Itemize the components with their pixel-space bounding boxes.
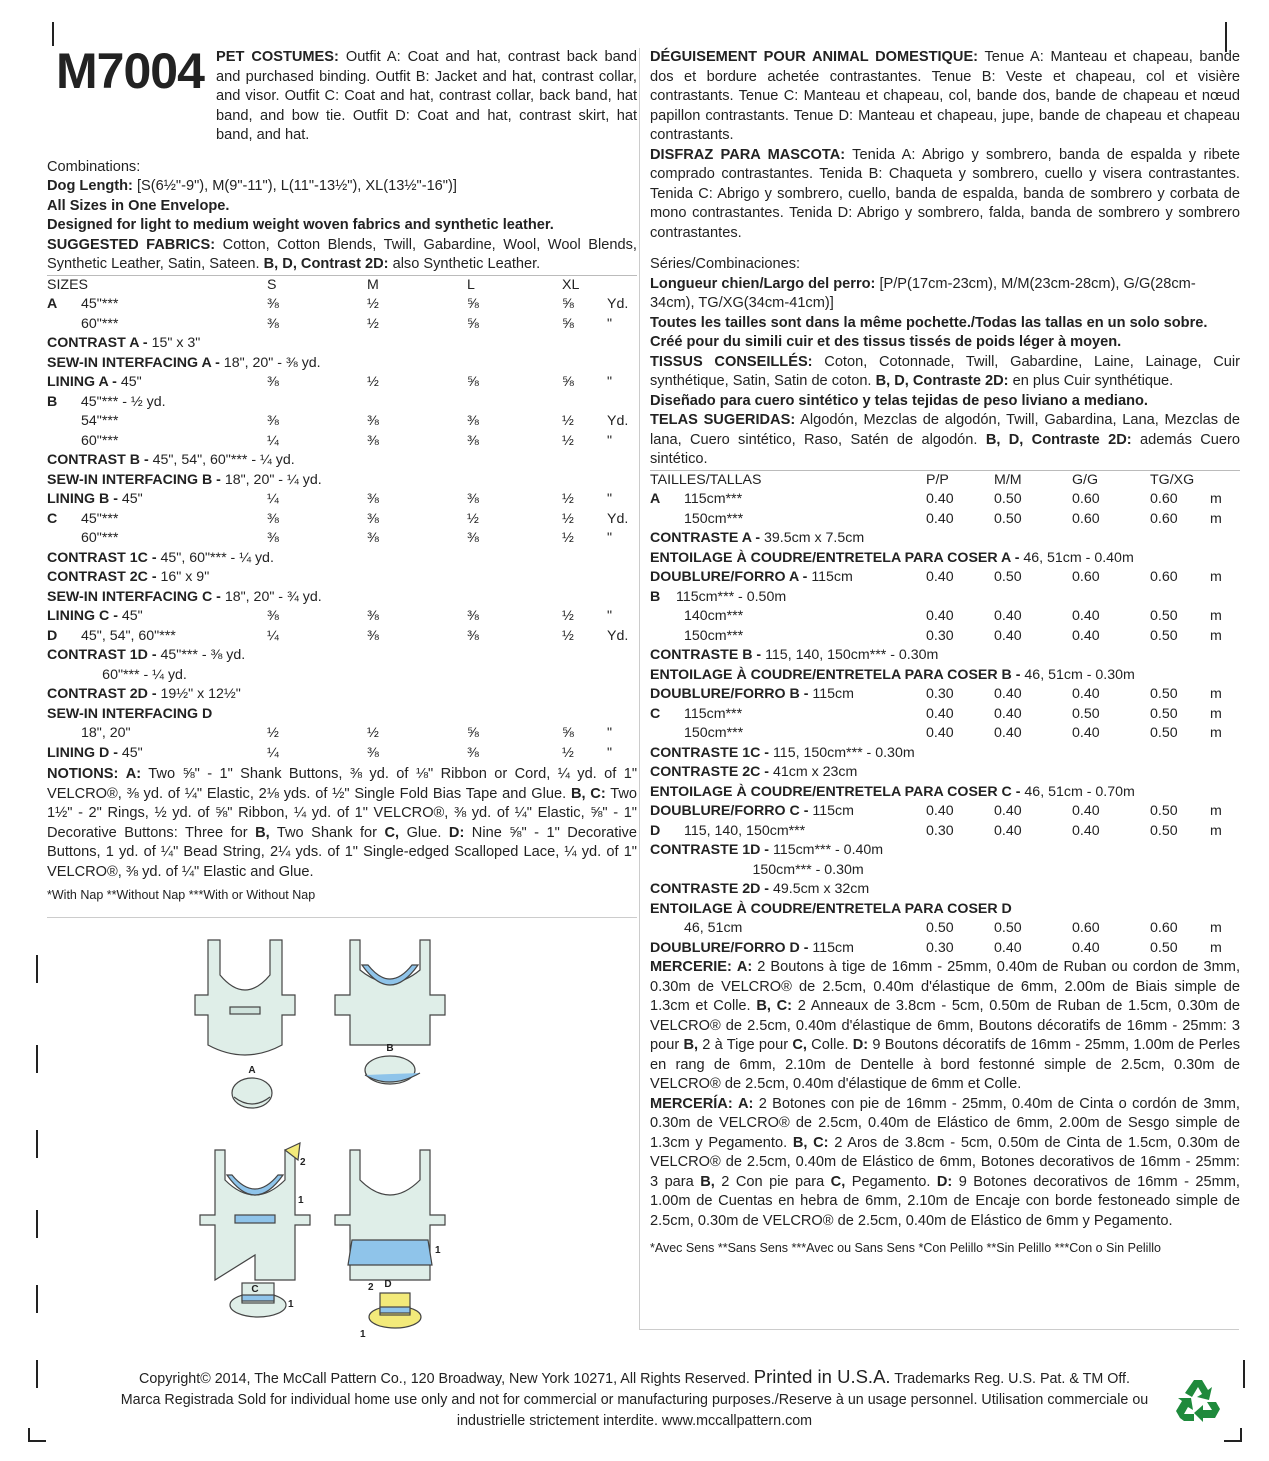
column-header: M [367, 276, 379, 293]
table-row: CONTRASTE B - 115, 140, 150cm*** - 0.30m [650, 647, 939, 663]
dog-length: Dog Length: [S(6½"-9"), M(9"-11"), L(11"-13½"), XL(13½"-16")] [47, 178, 457, 194]
copyright-line: Copyright© 2014, The McCall Pattern Co., 120 Broadway, New York 10271, All Rights Reserved. Printed in U.S.A. Trademarks Reg. U.S. Pat. & TM Off. [139, 1366, 1130, 1387]
outfit-a-coat [195, 940, 295, 1055]
table-row: 150cm*** 0.30 0.40 0.40 0.50 m [684, 627, 1222, 644]
dog-length-fr: Longueur chien/Largo del perro: [P/P(17cm-23cm), M/M(23cm-28cm), G/G(28cm-34cm), TG/XG(34cm-41cm)] [650, 275, 1196, 311]
column-header: XL [562, 276, 580, 293]
table-row: CONTRAST A - 15" x 3" [47, 335, 201, 351]
table-row: CONTRAST 2C - 16" x 9" [47, 569, 210, 585]
column-header: G/G [1072, 471, 1099, 488]
label-a: A [248, 1065, 256, 1076]
callout-1-hat: 1 [288, 1299, 294, 1310]
table-row: SEW-IN INTERFACING B - 18", 20" - ¼ yd. [47, 471, 322, 488]
designed-for: Designed for light to medium weight woven fabrics and synthetic leather. [47, 217, 554, 233]
table-header [47, 275, 637, 295]
merceria: MERCERÍA: A: 2 Botones con pie de 16mm - 25mm, 0.40m de Cinta o cordón de 3mm, 0.30m de VELCRO® de 2.5cm, 0.40m de Elástico de 6mm, 2.00m de Sesgo simple de 1.3cm y Pegamento. B, C: 2 Aros de 3.8cm - 5cm, 0.50m de Cinta de 1.5cm, 0.30m de VELCRO® de 2.5cm, 0.40m de Elástico de 6mm, Botones decorativos de 16mm - 25mm: 3 para B, 2 Con pie para C, Pegamento. D: 9 Botones decorativos de 16mm - 25mm, 1.00m de Cuentas en hebra de 6mm, 2.10m de Encaje con borde festoneado simple de 2.5cm, 0.30m de VELCRO® de 2.5cm, 0.40m de Elástico de 6mm y Pegamento. [650, 1095, 1240, 1229]
outfit-a-back-band [230, 1007, 260, 1014]
fabrics-es: TELAS SUGERIDAS: Algodón, Mezclas de algodón, Twill, Gabardina, Lana, Mezclas de lana, Cuero sintético, Raso, Satén de algodón. B, D, Contraste 2D: además Cuero sintético. [650, 412, 1241, 467]
column-header [607, 275, 637, 295]
nap-footnote: *With Nap **Without Nap ***With or Without Nap [47, 888, 316, 902]
column-header: S [267, 276, 277, 293]
outfit-d-skirt [348, 1240, 432, 1265]
column-header: L [467, 276, 475, 293]
intro-paragraph [216, 48, 637, 146]
table-row: D 45", 54", 60"*** ¼ ⅜ ⅜ ½ Yd. [47, 627, 629, 644]
table-row: SEW-IN INTERFACING C - 18", 20" - ¾ yd. [47, 588, 322, 605]
label-c: C [251, 1284, 259, 1295]
table-row: LINING A - 45" ⅜ ½ ⅝ ⅝ " [47, 374, 613, 390]
designed-es: Diseñado para cuero sintético y telas tejidas de peso liviano a mediano. [650, 392, 1148, 409]
table-row: DOUBLURE/FORRO C - 115cm 0.40 0.40 0.40 0.50 m [650, 803, 1222, 819]
table-row: LINING D - 45" ¼ ⅜ ⅜ ½ " [47, 744, 613, 761]
table-row: CONTRASTE 1C - 115, 150cm*** - 0.30m [650, 744, 915, 761]
table-row: CONTRASTE 2D - 49.5cm x 32cm [650, 881, 870, 897]
table-row: DOUBLURE/FORRO A - 115cm 0.40 0.50 0.60 0.60 m [650, 569, 1222, 585]
table-row: A 45"*** ⅜ ½ ⅝ ⅝ Yd. [47, 296, 629, 312]
table-row: CONTRAST 1D - 45"*** - ⅜ yd. [47, 647, 246, 663]
callout-1: 1 [298, 1195, 304, 1206]
table-row: SEW-IN INTERFACING D [47, 705, 213, 722]
all-sizes-fr: Toutes les tailles sont dans la même pochette./Todas las tallas en un solo sobre. [650, 314, 1208, 331]
table-row: 150cm*** - 0.30m [650, 861, 864, 878]
table-row: 60"*** ⅜ ⅜ ⅜ ½ " [81, 530, 613, 546]
es-intro: DISFRAZ PARA MASCOTA: Tenida A: Abrigo y sombrero, banda de espalda y ribete comprado contrastantes. Tenida B: Chaqueta y sombrero, cuello y visera contrastantes. Tenida C: Abrigo y sombrero, cuello, banda de espalda, banda de sombrero y corbata de mono contrastantes. Tenida D: Abrigo y sombrero, falda, banda de sombrero y sombrero contrastantes. [650, 146, 1240, 241]
sens-footnote: *Avec Sens **Sans Sens ***Avec ou Sans Sens *Con Pelillo **Sin Pelillo ***Con o Sin Pelillo [650, 1241, 1161, 1255]
table-row: 150cm*** 0.40 0.40 0.40 0.50 m [684, 725, 1222, 741]
table-row: CONTRAST B - 45", 54", 60"*** - ¼ yd. [47, 452, 295, 468]
table-row: 54"*** ⅜ ⅜ ⅜ ½ Yd. [81, 413, 629, 429]
column-header: TG/XG [1150, 471, 1195, 488]
column-header: TAILLES/TALLAS [650, 471, 762, 488]
intro-text: Outfit A: Coat and hat, contrast back band and purchased binding. Outfit B: Jacket and hat, contrast collar, and visor. Outfit C: Coat and hat, contrast collar, back band, hat band, and bow tie. Outfit D: Coat and hat, contrast skirt, hat band, and hat. [216, 49, 638, 143]
column-header: SIZES [47, 276, 88, 293]
table-row: 140cm*** 0.40 0.40 0.40 0.50 m [684, 608, 1222, 624]
table-row: 150cm*** 0.40 0.50 0.60 0.60 m [684, 510, 1222, 527]
suggested-fabrics: SUGGESTED FABRICS: Cotton, Cotton Blends, Twill, Gabardine, Wool, Wool Blends, Synthetic Leather, Satin, Sateen. B, D, Contrast 2D: also Synthetic Leather. [47, 236, 637, 272]
fr-intro: DÉGUISEMENT POUR ANIMAL DOMESTIQUE: Tenue A: Manteau et chapeau, bande dos et bordure achetée contrastantes. Tenue B: Veste et chapeau, col et visière contrastants. Tenue C: Manteau et chapeau, col, bande dos, bande de chapeau et nœud papillon contrastants. Tenue D: Manteau et chapeau, jupe, bande de chapeau et chapeau contrastants. [650, 49, 1241, 143]
french-spanish-column [650, 48, 1240, 1259]
registration-mark [36, 955, 38, 983]
mercerie: MERCERIE: A: 2 Boutons à tige de 16mm - 25mm, 0.40m de Ruban ou cordon de 3mm, 0.30m de VELCRO® de 2.5cm, 0.40m d'élastique de 6mm, 2.00m de Biais simple de 1.3cm et Colle. B, C: 2 Anneaux de 3.8cm - 5cm, 0.50m de Ruban de 1.5cm, 0.30m de VELCRO® de 2.5cm, 0.40m d'élastique de 6mm, Boutons décoratifs de 16mm - 25mm: 3 pour B, 2 à Tige pour C, Colle. D: 9 Boutons décoratifs de 16mm - 25mm, 1.00m de Perles en rang de 6mm, 2.10m de Dentelle à bord festonné simple de 2.5cm, 0.30m de VELCRO® de 2.5cm, 0.40m d'élastique de 6mm et Colle. [650, 959, 1240, 1092]
table-row: CONTRASTE 1D - 115cm*** - 0.40m [650, 842, 884, 858]
table-row: D 115, 140, 150cm*** 0.30 0.40 0.40 0.50 m [650, 822, 1222, 839]
column-header: M/M [994, 471, 1022, 488]
table-row: 60"*** ¼ ⅜ ⅜ ½ " [81, 432, 613, 449]
registration-mark [36, 1045, 38, 1073]
label-d: D [384, 1279, 392, 1290]
metric-table [650, 470, 1240, 959]
table-row: CONTRAST 2D - 19½" x 12½" [47, 686, 241, 702]
column-divider [639, 48, 640, 1330]
table-row: B 115cm*** - 0.50m [650, 588, 787, 605]
callout-2-hat: 2 [368, 1282, 374, 1293]
table-row: CONTRASTE 2C - 41cm x 23cm [650, 764, 858, 780]
english-column [47, 43, 638, 906]
table-row: LINING C - 45" ⅜ ⅜ ⅜ ½ " [47, 608, 613, 624]
bottom-divider [639, 1329, 1239, 1330]
table-row: 46, 51cm 0.50 0.50 0.60 0.60 m [684, 920, 1222, 936]
column-header [1210, 470, 1240, 490]
fabrics-fr: TISSUS CONSEILLÉS: Coton, Cotonnade, Twill, Gabardine, Laine, Lainage, Cuir synthétique, Satin, Satin de coton. B, D, Contraste 2D: en plus Cuir synthétique. [650, 353, 1240, 389]
table-row: ENTOILAGE À COUDRE/ENTRETELA PARA COSER D [650, 900, 1012, 917]
intro-title: PET COSTUMES: [216, 49, 339, 65]
designed-fr: Créé pour du simili cuir et des tissus tissés de poids léger à moyen. [650, 334, 1122, 350]
registration-mark [52, 22, 54, 46]
registration-mark [36, 1285, 38, 1313]
table-row: ENTOILAGE À COUDRE/ENTRETELA PARA COSER B - 46, 51cm - 0.30m [650, 666, 1135, 683]
table-row: 60"*** ⅜ ½ ⅝ ⅝ " [81, 315, 613, 332]
table-row: 60"*** - ¼ yd. [47, 666, 187, 683]
recycle-icon [1172, 1376, 1224, 1424]
registration-mark [36, 1210, 38, 1238]
yardage-table [47, 275, 637, 764]
usage-line: industrielle strictement interdite. www.mccallpattern.com [456, 1413, 813, 1429]
callout-1-d-hat: 1 [360, 1329, 366, 1340]
table-header [650, 470, 1240, 490]
registration-mark [36, 1130, 38, 1158]
notions-divider [47, 917, 637, 918]
table-row: B 45"*** - ½ yd. [47, 393, 166, 410]
outfit-b-jacket [335, 940, 445, 1045]
all-sizes: All Sizes in One Envelope. [47, 197, 230, 214]
pattern-number: M7004 [56, 43, 204, 99]
table-row: 18", 20" ½ ½ ⅝ ⅝ " [81, 725, 613, 741]
callout-1-skirt: 1 [435, 1245, 441, 1256]
trademark-line: Marca Registrada Sold for individual home use only and not for commercial or manufacturing purposes./Reserve à un usage personnel. Utilisation commerciale ou [120, 1392, 1149, 1408]
table-row: DOUBLURE/FORRO D - 115cm 0.30 0.40 0.40 0.50 m [650, 939, 1222, 956]
callout-2: 2 [300, 1157, 306, 1168]
table-row: ENTOILAGE À COUDRE/ENTRETELA PARA COSER A - 46, 51cm - 0.40m [650, 549, 1134, 566]
table-row: LINING B - 45" ¼ ⅜ ⅜ ½ " [47, 491, 613, 507]
table-row: SEW-IN INTERFACING A - 18", 20" - ⅜ yd. [47, 354, 321, 371]
table-row: C 115cm*** 0.40 0.40 0.50 0.50 m [650, 705, 1222, 722]
garment-illustrations [190, 935, 450, 1345]
label-b: B [386, 1043, 394, 1054]
table-row: ENTOILAGE À COUDRE/ENTRETELA PARA COSER C - 46, 51cm - 0.70m [650, 783, 1135, 800]
column-header: P/P [926, 471, 949, 488]
notions: NOTIONS: A: Two ⅝" - 1" Shank Buttons, ⅜ yd. of ⅛" Ribbon or Cord, ¼ yd. of 1" VELCRO®, ⅜ yd. of ¼" Elastic, 2⅛ yds. of ½" Single Fold Bias Tape and Glue. B, C: Two 1½" - 2" Rings, ½ yd. of ⅝" Ribbon, ¼ yd. of 1" VELCRO®, ⅜ yd. of ¼" Elastic, ⅝" - 1" Decorative Buttons: Three for B, Two Shank for C, Glue. D: Nine ⅝" - 1" Decorative Buttons, 1 yd. of ¼" Bead String, 2¼ yds. of 1" Single-edged Scalloped Lace, ¼ yd. of 1" VELCRO®, ⅜ yd. of ¼" Elastic and Glue. [47, 766, 637, 880]
table-row: DOUBLURE/FORRO B - 115cm 0.30 0.40 0.40 0.50 m [650, 686, 1222, 702]
table-row: C 45"*** ⅜ ⅜ ½ ½ Yd. [47, 510, 629, 527]
combinations-label: Combinations: [47, 158, 141, 175]
table-row: A 115cm*** 0.40 0.50 0.60 0.60 m [650, 491, 1222, 507]
table-row: CONTRAST 1C - 45", 60"*** - ¼ yd. [47, 549, 274, 566]
table-row: CONTRASTE A - 39.5cm x 7.5cm [650, 530, 865, 546]
footer [0, 1366, 1269, 1432]
series-label: Séries/Combinaciones: [650, 256, 801, 272]
outfit-c-back-band [235, 1215, 275, 1223]
